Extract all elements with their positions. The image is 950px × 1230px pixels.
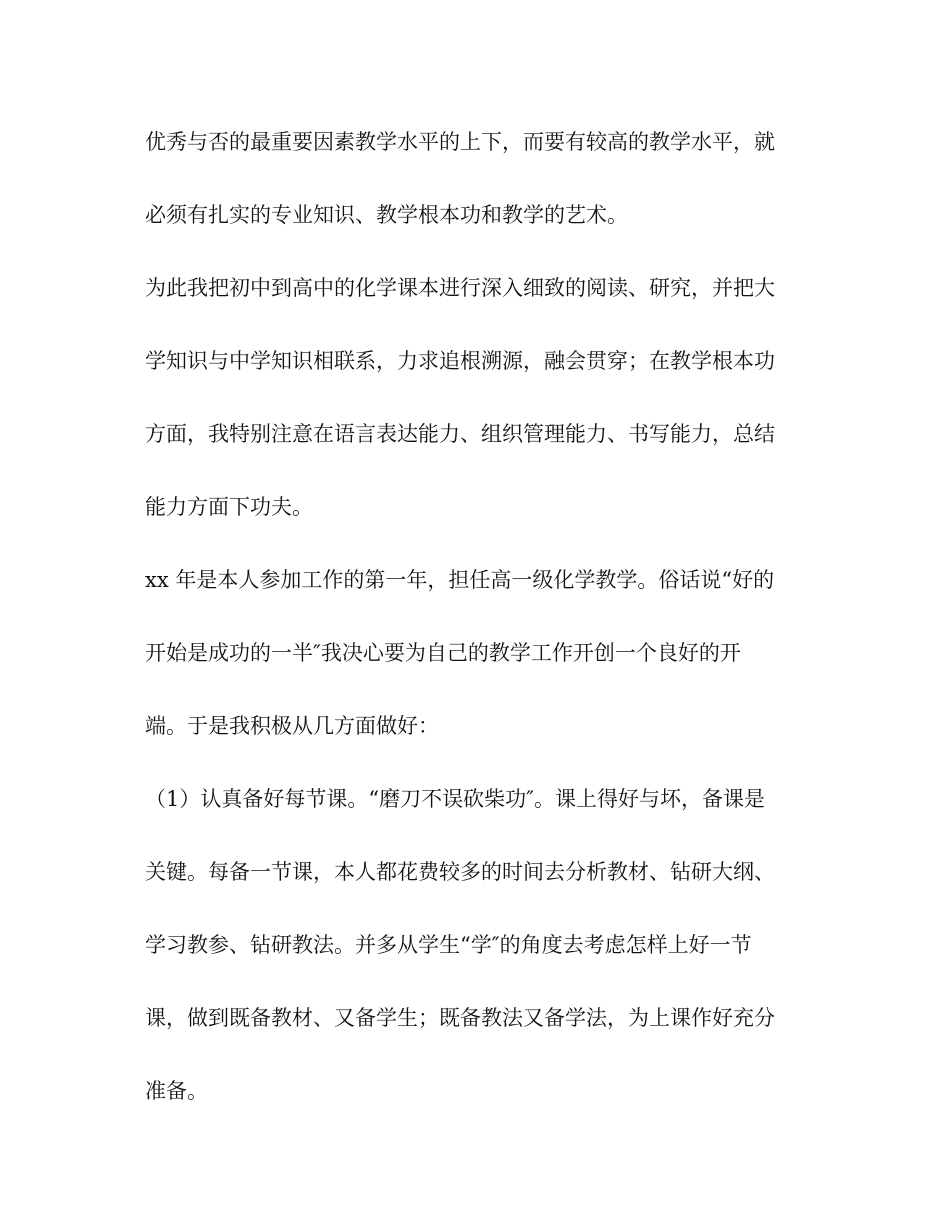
- text-line: 课，做到既备教材、又备学生；既备教法又备学法，为上课作好充分: [145, 1006, 775, 1030]
- text-line: 开始是成功的一半″我决心要为自己的教学工作开创一个良好的开: [145, 641, 741, 665]
- text-line: 优秀与否的最重要因素教学水平的上下，而要有较高的教学水平，就: [145, 130, 775, 154]
- text-line: （1）认真备好每节课。“磨刀不误砍柴功″。课上得好与坏，备课是: [145, 787, 765, 811]
- text-line: 端。于是我积极从几方面做好：: [145, 714, 439, 738]
- text-line: 必须有扎实的专业知识、教学根本功和教学的艺术。: [145, 203, 628, 227]
- text-line: 关键。每备一节课，本人都花费较多的时间去分析教材、钻研大纲、: [145, 860, 775, 884]
- text-line: 能力方面下功夫。: [145, 495, 313, 519]
- text-line: 学知识与中学知识相联系，力求追根溯源，融会贯穿；在教学根本功: [145, 349, 775, 373]
- text-line: 学习教参、钻研教法。并多从学生“学″的角度去考虑怎样上好一节: [145, 933, 752, 957]
- text-line: 准备。: [145, 1079, 208, 1103]
- text-line: 方面，我特别注意在语言表达能力、组织管理能力、书写能力，总结: [145, 422, 775, 446]
- text-line: xx 年是本人参加工作的第一年，担任高一级化学教学。俗话说“好的: [145, 568, 775, 592]
- text-line: 为此我把初中到高中的化学课本进行深入细致的阅读、研究，并把大: [145, 276, 775, 300]
